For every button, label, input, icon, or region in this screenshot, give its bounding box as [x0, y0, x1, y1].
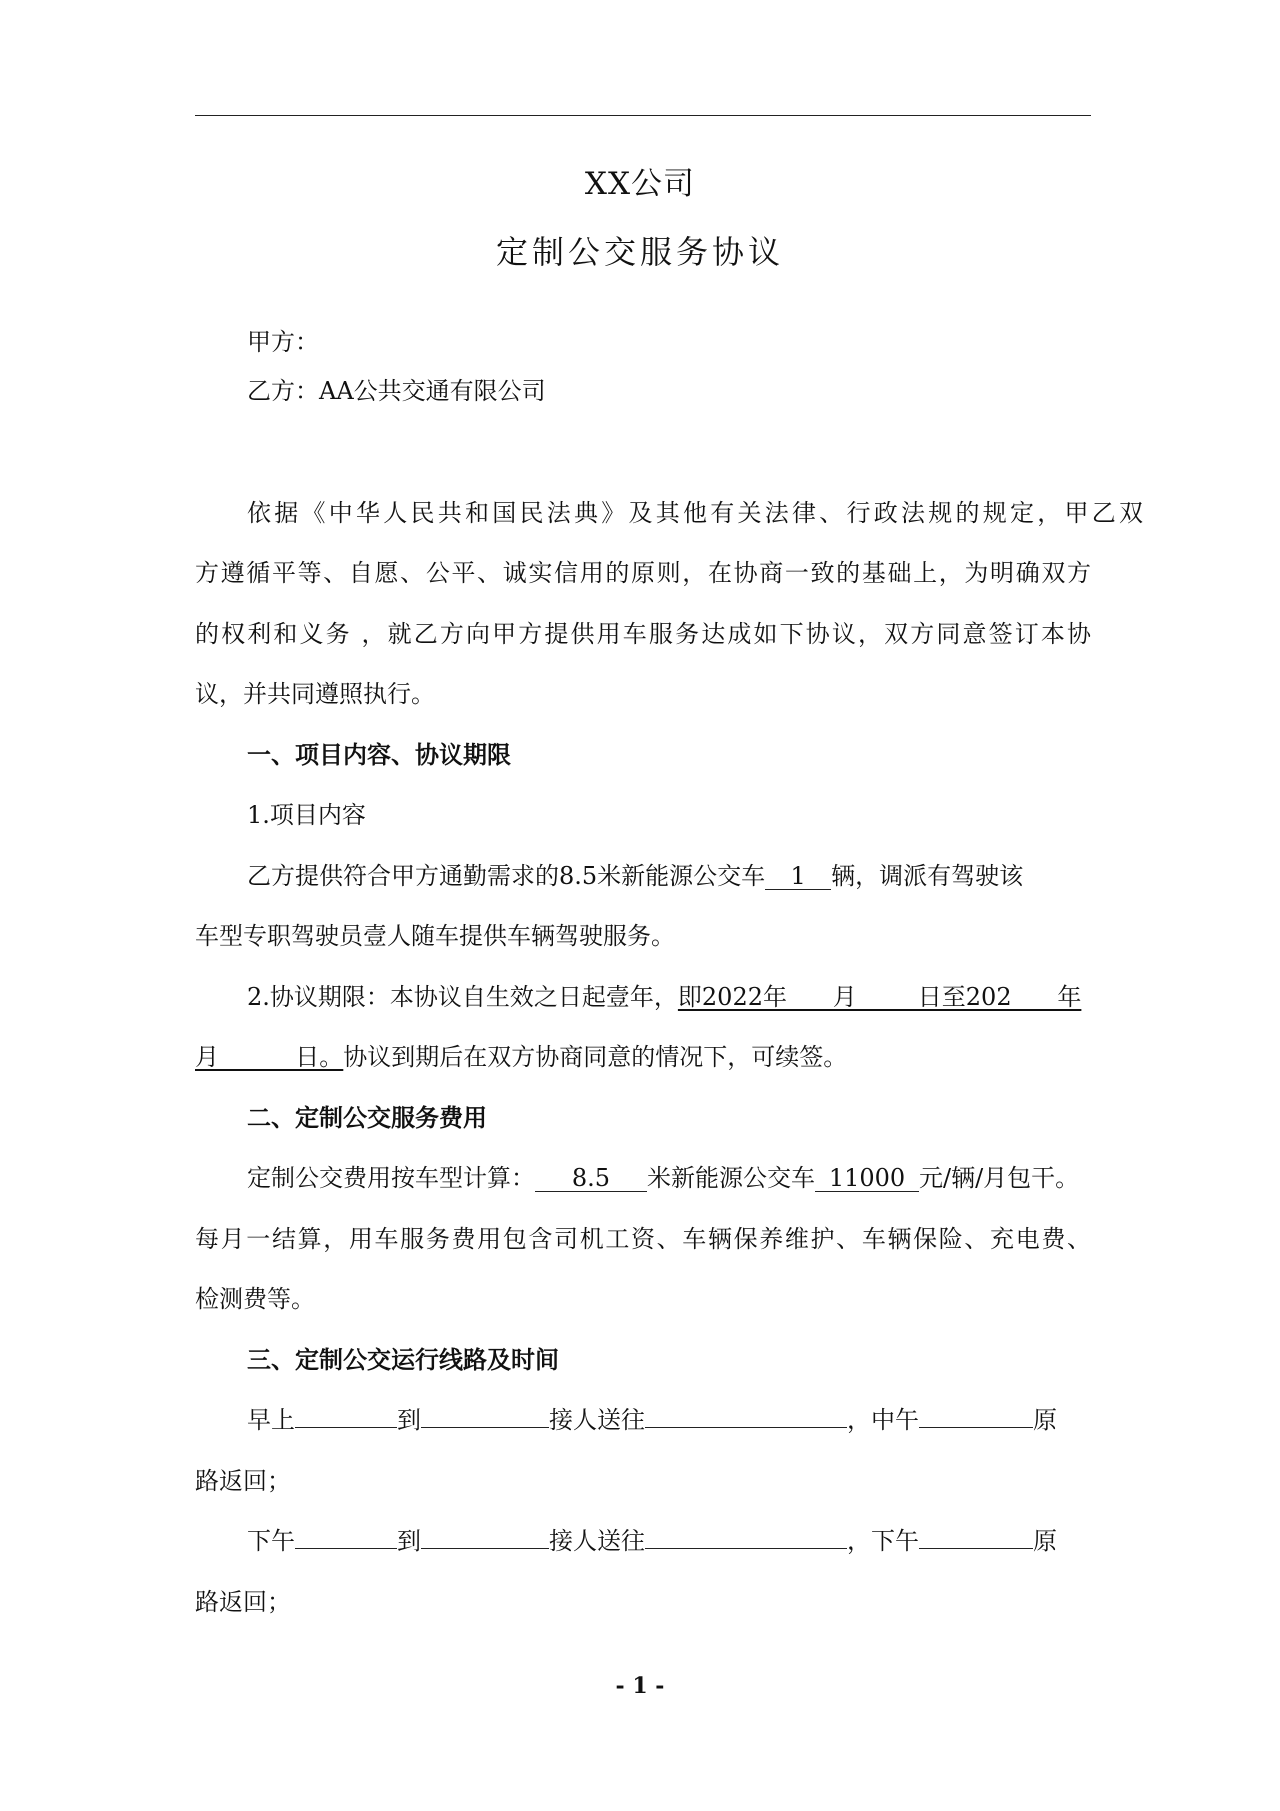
pickup-label-2: 接人送往 — [549, 1527, 645, 1555]
to-label: 到 — [397, 1406, 421, 1434]
section1-heading: 一、项目内容、协议期限 — [247, 740, 511, 769]
section2-fee-line2: 每月一结算，用车服务费用包含司机工资、车辆保养维护、车辆保险、充电费、 — [195, 1225, 1091, 1253]
intro-line-4: 议，并共同遵照执行。 — [195, 680, 435, 708]
morning-end-blank — [421, 1427, 549, 1428]
afternoon-end-blank — [421, 1548, 549, 1549]
section1-item1-line1 — [195, 860, 1143, 892]
item1-prefix: 乙方提供符合甲方通勤需求的8.5米新能源公交车 — [247, 862, 766, 890]
fee-suffix: 元/辆/月包干。 — [919, 1164, 1080, 1192]
term-dates: 即2022年 月 日至202 年 — [677, 983, 1082, 1011]
vehicle-count-blank: 1 — [765, 863, 831, 890]
pickup-label: 接人送往 — [549, 1406, 645, 1434]
section3-heading: 三、定制公交运行线路及时间 — [247, 1345, 559, 1374]
company-title: XX公司 — [584, 166, 696, 202]
item1-suffix: 辆，调派有驾驶该 — [831, 862, 1024, 890]
term-renewal: 协议到期后在双方协商同意的情况下，可续签。 — [343, 1043, 848, 1071]
morning-start-blank — [295, 1427, 397, 1428]
afternoon-time-blank — [919, 1548, 1033, 1549]
fee-prefix: 定制公交费用按车型计算： — [247, 1164, 535, 1192]
noon-time-blank — [919, 1427, 1033, 1428]
morning-destination-blank — [645, 1427, 847, 1428]
route-afternoon-line — [195, 1525, 1143, 1557]
section1-item1-line2: 车型专职驾驶员壹人随车提供车辆驾驶服务。 — [195, 922, 675, 950]
intro-line-3: 的权利和义务 ，就乙方向甲方提供用车服务达成如下协议，双方同意签订本协 — [195, 620, 1091, 648]
noon-label: ，中午 — [847, 1406, 919, 1434]
afternoon-label: 下午 — [247, 1527, 295, 1555]
page-number: - 1 - — [615, 1673, 665, 1699]
morning-label: 早上 — [247, 1406, 295, 1434]
intro-line-1: 依据《中华人民共和国民法典》及其他有关法律、行政法规的规定，甲乙双 — [247, 499, 1143, 527]
fee-amount-blank: 11000 — [815, 1165, 919, 1192]
fee-length-blank: 8.5 — [535, 1165, 647, 1192]
party-a: 甲方： — [247, 328, 319, 356]
intro-line-2: 方遵循平等、自愿、公平、诚实信用的原则，在协商一致的基础上，为明确双方 — [195, 559, 1091, 587]
section1-item2-line1 — [195, 981, 1143, 1013]
document-title: 定制公交服务协议 — [495, 233, 784, 271]
route-morning-return: 路返回； — [195, 1467, 291, 1495]
return-label-2: 原 — [1033, 1527, 1057, 1555]
section1-item1-title: 1.项目内容 — [247, 801, 366, 829]
route-morning-line — [195, 1404, 1143, 1436]
fee-mid: 米新能源公交车 — [647, 1164, 815, 1192]
afternoon-destination-blank — [645, 1548, 847, 1549]
section2-heading: 二、定制公交服务费用 — [247, 1103, 487, 1132]
to-label-2: 到 — [397, 1527, 421, 1555]
route-afternoon-return: 路返回； — [195, 1588, 291, 1616]
term-prefix: 2.协议期限：本协议自生效之日起壹年， — [247, 983, 678, 1011]
afternoon2-label: ，下午 — [847, 1527, 919, 1555]
header-rule — [195, 115, 1091, 116]
afternoon-start-blank — [295, 1548, 397, 1549]
section1-item2-line2 — [195, 1041, 1091, 1073]
return-label: 原 — [1033, 1406, 1057, 1434]
party-b: 乙方：AA公共交通有限公司 — [247, 377, 546, 405]
section2-fee-line3: 检测费等。 — [195, 1285, 315, 1313]
term-dates-end: 月 日。 — [195, 1043, 344, 1071]
section2-fee-line1 — [195, 1162, 1143, 1194]
